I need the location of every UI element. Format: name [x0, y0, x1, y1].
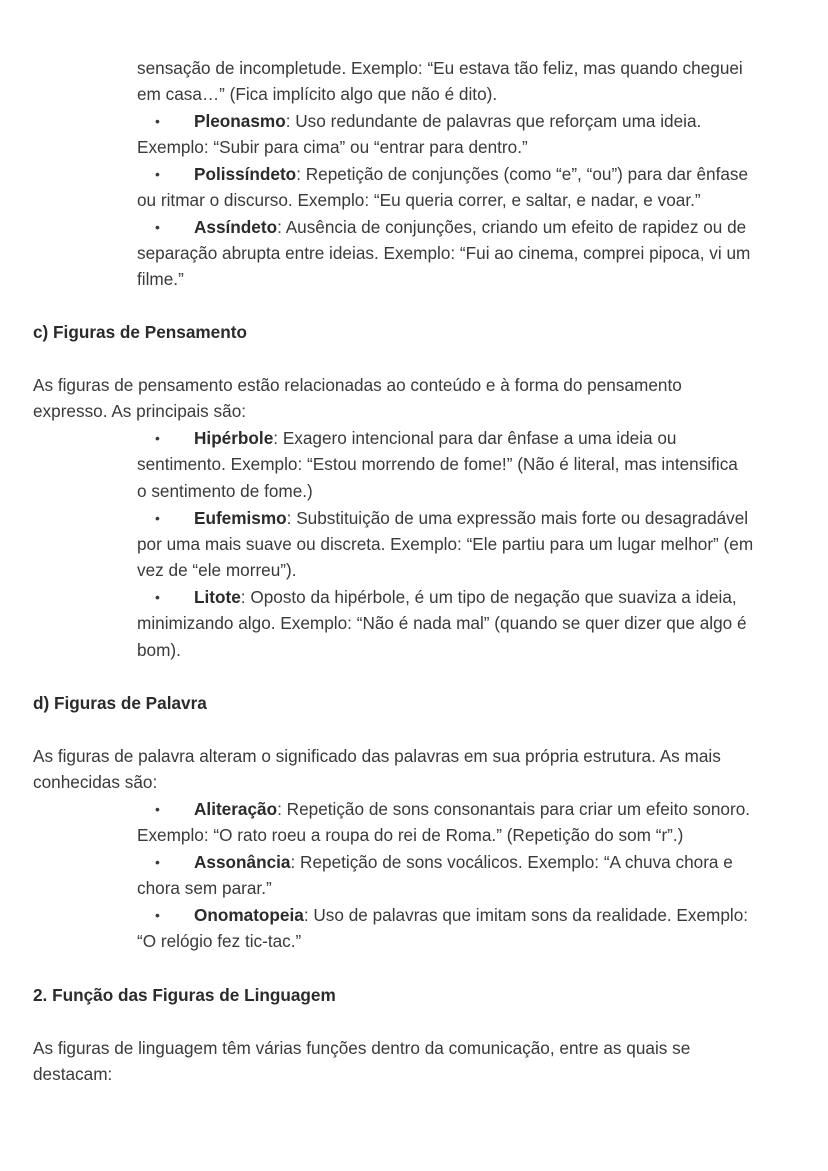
paragraph-line: em casa…” (Fica implícito algo que não é dito). [137, 84, 498, 104]
bullet-icon: • [155, 907, 160, 923]
bullet-icon: • [155, 589, 160, 605]
list-item-line: por uma mais suave ou discreta. Exemplo: “Ele partiu para um lugar melhor” (em [137, 534, 754, 554]
list-item-line: Eufemismo: Substituição de uma expressão mais forte ou desagradável [194, 508, 749, 528]
section-heading: d) Figuras de Palavra [33, 693, 207, 713]
list-item-line: Aliteração: Repetição de sons consonantais para criar um efeito sonoro. [194, 799, 751, 819]
term-hiperbole: Hipérbole [194, 428, 274, 448]
list-item-line: vez de “ele morreu”). [137, 560, 297, 580]
term-assonancia: Assonância [194, 852, 291, 872]
list-item-line: Assíndeto: Ausência de conjunções, criando um efeito de rapidez ou de [194, 217, 747, 237]
list-item-line: Exemplo: “Subir para cima” ou “entrar para dentro.” [137, 137, 528, 157]
section-heading: 2. Função das Figuras de Linguagem [33, 985, 336, 1005]
paragraph-line: As figuras de palavra alteram o significado das palavras em sua própria estrutura. As mais [33, 746, 721, 766]
bullet-icon: • [155, 166, 160, 182]
bullet-icon: • [155, 801, 160, 817]
paragraph-line: destacam: [33, 1064, 113, 1084]
paragraph-line: conhecidas são: [33, 772, 158, 792]
term-pleonasmo: Pleonasmo [194, 111, 286, 131]
list-item-line: filme.” [137, 269, 184, 289]
list-item-line: o sentimento de fome.) [137, 481, 313, 501]
term-eufemismo: Eufemismo [194, 508, 287, 528]
term-onomatopeia: Onomatopeia [194, 905, 304, 925]
list-item-line: Litote: Oposto da hipérbole, é um tipo de negação que suaviza a ideia, [194, 587, 737, 607]
list-item-line: minimizando algo. Exemplo: “Não é nada mal” (quando se quer dizer que algo é [137, 613, 747, 633]
list-item-line: bom). [137, 640, 181, 660]
bullet-icon: • [155, 510, 160, 526]
list-item-line: sentimento. Exemplo: “Estou morrendo de fome!” (Não é literal, mas intensifica [137, 454, 738, 474]
list-item-line: chora sem parar.” [137, 878, 272, 898]
list-item-line: ou ritmar o discurso. Exemplo: “Eu queria correr, e saltar, e nadar, e voar.” [137, 190, 701, 210]
list-item-line: Polissíndeto: Repetição de conjunções (como “e”, “ou”) para dar ênfase [194, 164, 749, 184]
list-item-line: “O relógio fez tic-tac.” [137, 931, 302, 951]
paragraph-line: sensação de incompletude. Exemplo: “Eu estava tão feliz, mas quando cheguei [137, 58, 743, 78]
term-polissindeto: Polissíndeto [194, 164, 297, 184]
paragraph-line: As figuras de linguagem têm várias funções dentro da comunicação, entre as quais se [33, 1038, 691, 1058]
bullet-icon: • [155, 430, 160, 446]
list-item-line: separação abrupta entre ideias. Exemplo: “Fui ao cinema, comprei pipoca, vi um [137, 243, 751, 263]
term-assindeto: Assíndeto [194, 217, 278, 237]
bullet-icon: • [155, 113, 160, 129]
list-item-line: Assonância: Repetição de sons vocálicos. Exemplo: “A chuva chora e [194, 852, 733, 872]
term-litote: Litote [194, 587, 241, 607]
list-item-line: Exemplo: “O rato roeu a roupa do rei de Roma.” (Repetição do som “r”.) [137, 825, 684, 845]
list-item-line: Onomatopeia: Uso de palavras que imitam sons da realidade. Exemplo: [194, 905, 749, 925]
list-item-line: Pleonasmo: Uso redundante de palavras que reforçam uma ideia. [194, 111, 702, 131]
bullet-icon: • [155, 219, 160, 235]
paragraph-line: As figuras de pensamento estão relacionadas ao conteúdo e à forma do pensamento [33, 375, 682, 395]
paragraph-line: expresso. As principais são: [33, 401, 247, 421]
list-item-line: Hipérbole: Exagero intencional para dar ênfase a uma ideia ou [194, 428, 677, 448]
term-aliteracao: Aliteração [194, 799, 278, 819]
bullet-icon: • [155, 854, 160, 870]
section-heading: c) Figuras de Pensamento [33, 322, 247, 342]
